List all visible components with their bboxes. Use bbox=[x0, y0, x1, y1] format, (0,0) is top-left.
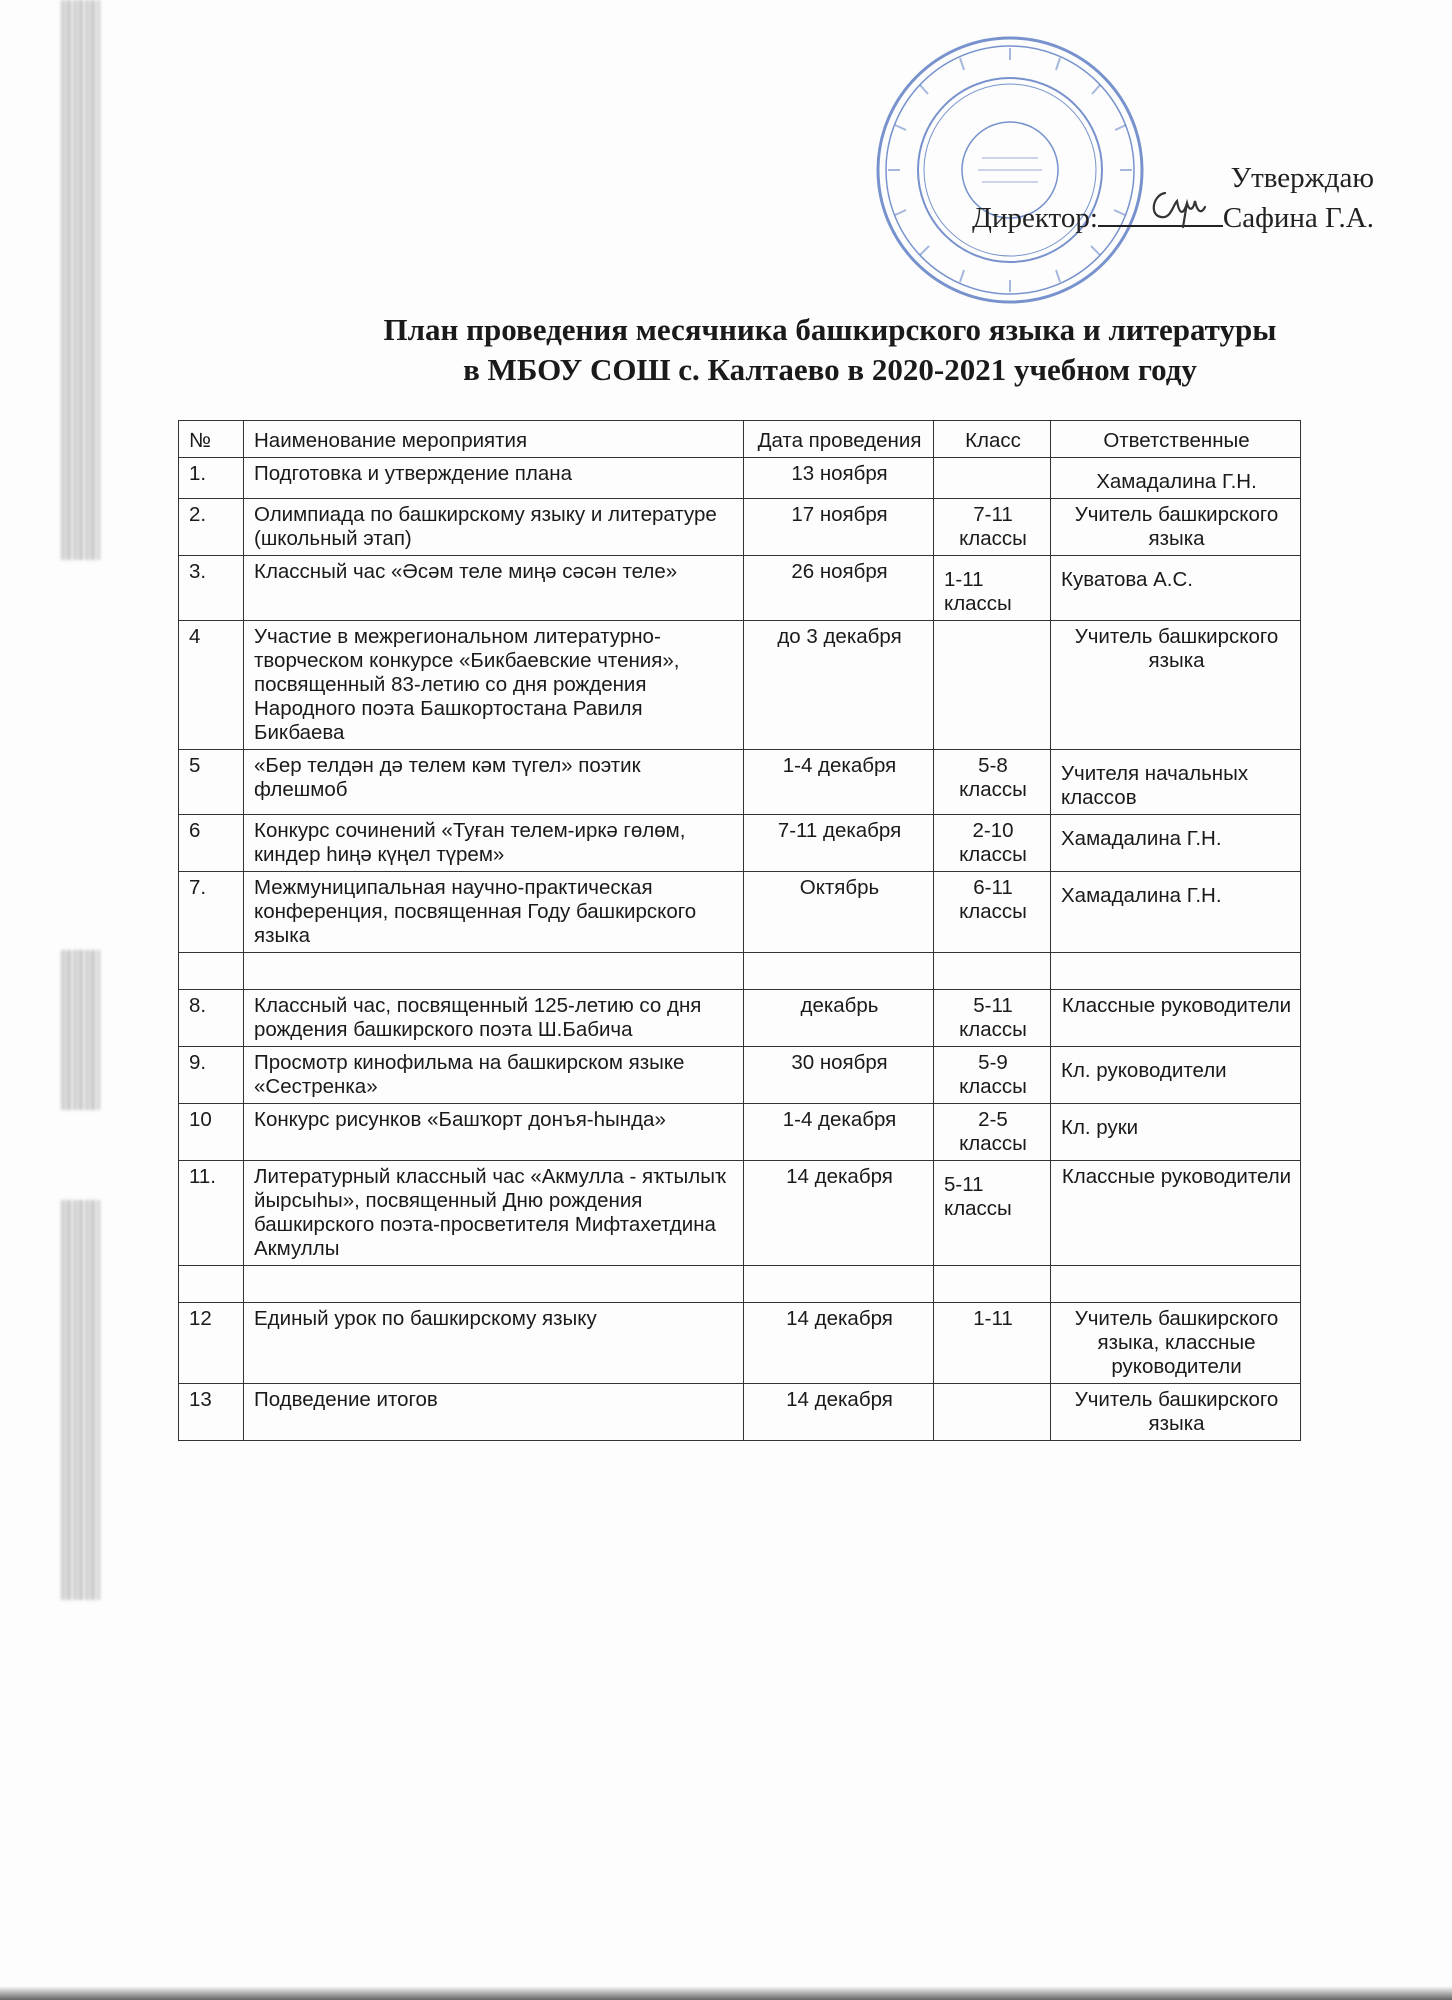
row-class: 5-9 классы bbox=[934, 1047, 1051, 1104]
scan-edge-lower bbox=[60, 1200, 100, 1600]
table-row bbox=[179, 1047, 1301, 1104]
table-row bbox=[179, 1104, 1301, 1161]
row-name: Конкурс сочинений «Туған телем-иркә гөлөм, киндер һиңә күңел түрем» bbox=[244, 815, 744, 872]
row-date: 14 декабря bbox=[744, 1161, 934, 1266]
table-row bbox=[179, 872, 1301, 953]
row-responsible: Хамадалина Г.Н. bbox=[1051, 458, 1301, 499]
header-responsible: Ответственные bbox=[1051, 421, 1301, 458]
row-class: 1-11 классы bbox=[934, 556, 1051, 621]
row-name: Классный час «Әсәм теле миңә сәсән теле» bbox=[244, 556, 744, 621]
row-class: 2-10 классы bbox=[934, 815, 1051, 872]
header-name: Наименование мероприятия bbox=[244, 421, 744, 458]
row-responsible: Учитель башкирского языка bbox=[1051, 621, 1301, 750]
table-row bbox=[179, 556, 1301, 621]
approval-title: Утверждаю bbox=[1230, 162, 1374, 194]
row-responsible: Кл. руки bbox=[1051, 1104, 1301, 1161]
row-name: Классный час, посвященный 125-летию со дня рождения башкирского поэта Ш.Бабича bbox=[244, 990, 744, 1047]
title-line-1: План проведения месячника башкирского языка и литературы bbox=[383, 312, 1277, 347]
row-num: 9. bbox=[179, 1047, 244, 1104]
row-name: Просмотр кинофильма на башкирском языке «Сестренка» bbox=[244, 1047, 744, 1104]
header-class: Класс bbox=[934, 421, 1051, 458]
row-num: 6 bbox=[179, 815, 244, 872]
title-line-2: в МБОУ СОШ с. Калтаево в 2020-2021 учебном году bbox=[463, 352, 1197, 387]
row-num: 12 bbox=[179, 1303, 244, 1384]
row-num: 10 bbox=[179, 1104, 244, 1161]
row-name: Конкурс рисунков «Башҡорт донъя-һында» bbox=[244, 1104, 744, 1161]
table-row bbox=[179, 499, 1301, 556]
row-class: 6-11 классы bbox=[934, 872, 1051, 953]
row-responsible: Учитель башкирского языка bbox=[1051, 1384, 1301, 1441]
row-date: 7-11 декабря bbox=[744, 815, 934, 872]
row-responsible: Учителя начальных классов bbox=[1051, 750, 1301, 815]
row-num: 3. bbox=[179, 556, 244, 621]
table-header-row bbox=[179, 421, 1301, 458]
row-class bbox=[934, 953, 1051, 990]
row-name: «Бер телдән дә телем кәм түгел» поэтик флешмоб bbox=[244, 750, 744, 815]
row-date: до 3 декабря bbox=[744, 621, 934, 750]
row-name: Подготовка и утверждение плана bbox=[244, 458, 744, 499]
table-row bbox=[179, 458, 1301, 499]
row-class: 1-11 bbox=[934, 1303, 1051, 1384]
row-class bbox=[934, 1384, 1051, 1441]
row-date: 26 ноября bbox=[744, 556, 934, 621]
scan-bottom-shadow bbox=[0, 1986, 1452, 2000]
row-responsible: Классные руководители bbox=[1051, 1161, 1301, 1266]
row-name bbox=[244, 953, 744, 990]
row-responsible: Куватова А.С. bbox=[1051, 556, 1301, 621]
row-responsible: Хамадалина Г.Н. bbox=[1051, 815, 1301, 872]
row-num bbox=[179, 1266, 244, 1303]
row-class bbox=[934, 458, 1051, 499]
table-row-empty bbox=[179, 1266, 1301, 1303]
table-row bbox=[179, 1384, 1301, 1441]
row-responsible: Классные руководители bbox=[1051, 990, 1301, 1047]
table-row bbox=[179, 750, 1301, 815]
row-name: Подведение итогов bbox=[244, 1384, 744, 1441]
row-class: 5-8 классы bbox=[934, 750, 1051, 815]
row-num: 2. bbox=[179, 499, 244, 556]
row-num: 4 bbox=[179, 621, 244, 750]
row-num: 8. bbox=[179, 990, 244, 1047]
director-line bbox=[972, 198, 1374, 238]
row-num: 11. bbox=[179, 1161, 244, 1266]
row-responsible: Учитель башкирского языка, классные руководители bbox=[1051, 1303, 1301, 1384]
row-date bbox=[744, 1266, 934, 1303]
table-row bbox=[179, 990, 1301, 1047]
director-signature bbox=[1143, 181, 1213, 231]
table-row bbox=[179, 815, 1301, 872]
row-date: 30 ноября bbox=[744, 1047, 934, 1104]
row-num: 1. bbox=[179, 458, 244, 499]
table-row-empty bbox=[179, 953, 1301, 990]
row-responsible: Учитель башкирского языка bbox=[1051, 499, 1301, 556]
header-num: № bbox=[179, 421, 244, 458]
director-label: Директор: bbox=[972, 202, 1098, 234]
row-num: 13 bbox=[179, 1384, 244, 1441]
events-plan-table bbox=[178, 420, 1301, 1441]
row-class bbox=[934, 621, 1051, 750]
table-row bbox=[179, 621, 1301, 750]
document-title bbox=[160, 310, 1452, 390]
row-date bbox=[744, 953, 934, 990]
row-responsible: Хамадалина Г.Н. bbox=[1051, 872, 1301, 953]
row-class: 7-11 классы bbox=[934, 499, 1051, 556]
row-date: 14 декабря bbox=[744, 1384, 934, 1441]
table-row bbox=[179, 1303, 1301, 1384]
row-responsible bbox=[1051, 1266, 1301, 1303]
row-date: 1-4 декабря bbox=[744, 1104, 934, 1161]
row-responsible bbox=[1051, 953, 1301, 990]
row-name: Участие в межрегиональном литературно-творческом конкурсе «Бикбаевские чтения», посвященный 83-летию со дня рождения Народного поэта Башкортостана Равиля Бикбаева bbox=[244, 621, 744, 750]
scan-edge-top bbox=[60, 0, 100, 560]
row-num: 7. bbox=[179, 872, 244, 953]
row-date: Октябрь bbox=[744, 872, 934, 953]
row-name: Литературный классный час «Акмулла - яҡтылыҡ йырсыһы», посвященный Дню рождения башкирского поэта-просветителя Мифтахетдина Акмуллы bbox=[244, 1161, 744, 1266]
row-date: 17 ноября bbox=[744, 499, 934, 556]
table-row bbox=[179, 1161, 1301, 1266]
header-date: Дата проведения bbox=[744, 421, 934, 458]
director-name: Сафина Г.А. bbox=[1222, 202, 1374, 234]
scan-edge-middle bbox=[60, 950, 100, 1110]
approval-block bbox=[972, 158, 1374, 238]
row-date: декабрь bbox=[744, 990, 934, 1047]
row-name bbox=[244, 1266, 744, 1303]
signature-line bbox=[1098, 199, 1223, 227]
row-date: 14 декабря bbox=[744, 1303, 934, 1384]
row-class: 5-11 классы bbox=[934, 990, 1051, 1047]
row-name: Единый урок по башкирскому языку bbox=[244, 1303, 744, 1384]
row-date: 13 ноября bbox=[744, 458, 934, 499]
row-name: Межмуниципальная научно-практическая конференция, посвященная Году башкирского языка bbox=[244, 872, 744, 953]
row-num: 5 bbox=[179, 750, 244, 815]
row-class: 5-11 классы bbox=[934, 1161, 1051, 1266]
row-class bbox=[934, 1266, 1051, 1303]
row-name: Олимпиада по башкирскому языку и литературе (школьный этап) bbox=[244, 499, 744, 556]
row-date: 1-4 декабря bbox=[744, 750, 934, 815]
row-class: 2-5 классы bbox=[934, 1104, 1051, 1161]
row-responsible: Кл. руководители bbox=[1051, 1047, 1301, 1104]
row-num bbox=[179, 953, 244, 990]
